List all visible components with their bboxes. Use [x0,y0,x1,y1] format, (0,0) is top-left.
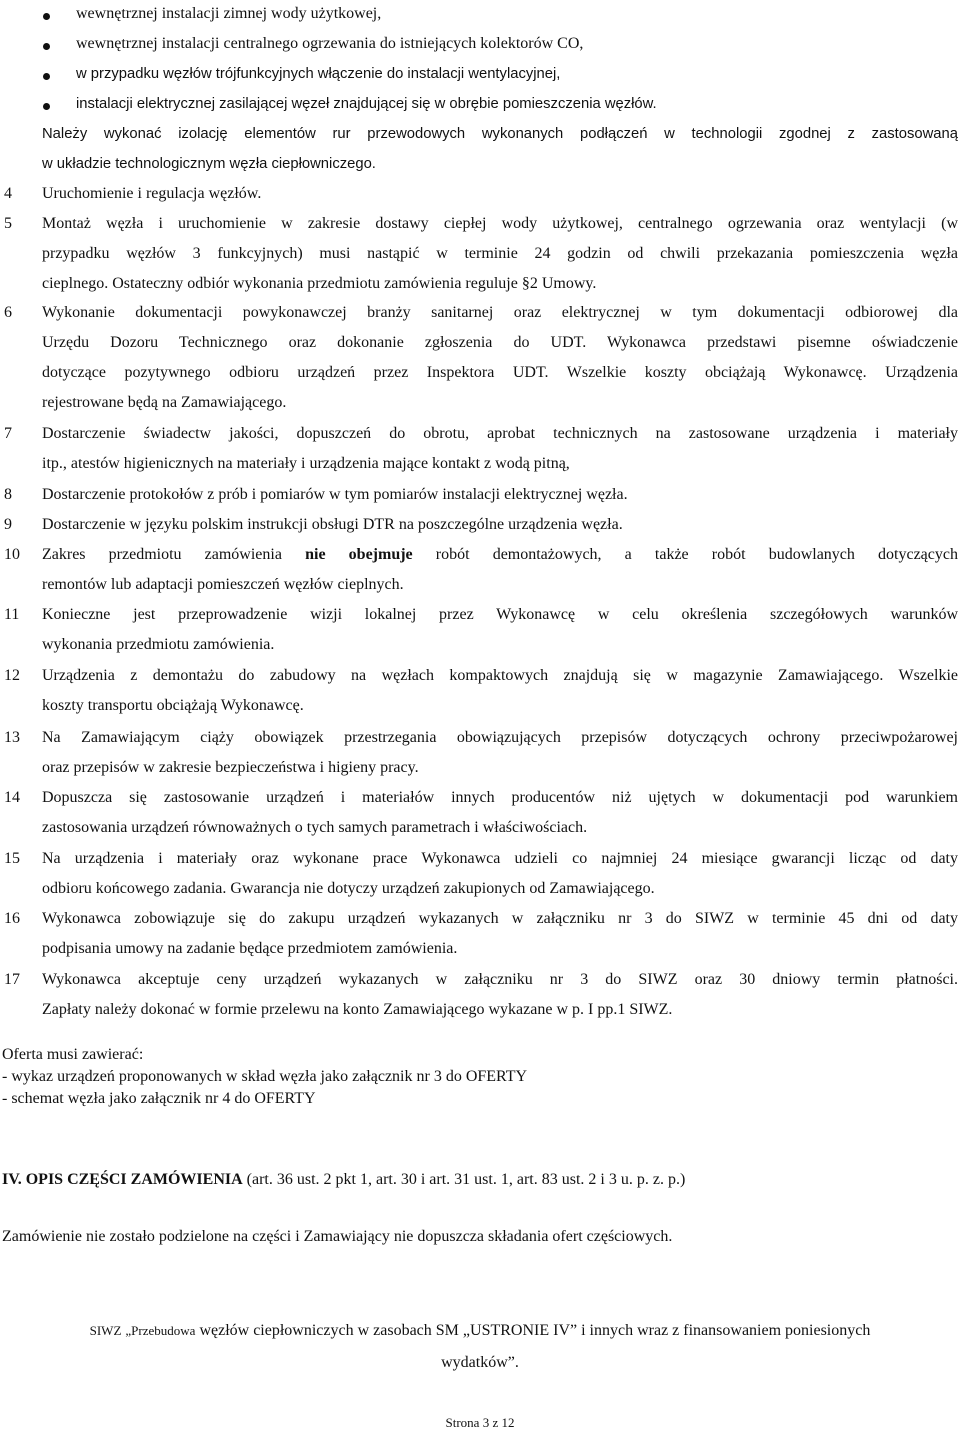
item-number: 15 [4,850,20,867]
item-line: Uruchomienie i regulacja węzłów. [42,185,262,202]
item-line: Dostarczenie w języku polskim instrukcji obsługi DTR na poszczególne urządzenia węzła. [42,516,623,533]
item-line: Zapłaty należy dokonać w formie przelewu na konto Zamawiającego wykazane w p. I pp.1 SIWZ. [42,1001,673,1018]
offer-line: - wykaz urządzeń proponowanych w skład węzła jako załącznik nr 3 do OFERTY [2,1068,528,1085]
item-number: 5 [4,215,12,232]
item-line: podpisania umowy na zadanie będące przedmiotem zamówienia. [42,940,458,957]
emphasis-text: nie obejmuje [305,546,413,563]
bullet-item [0,3,960,33]
item-line: odbioru końcowego zadania. Gwarancja nie dotyczy urządzeń zakupionych od Zamawiającego. [42,880,655,897]
bullet-item [0,33,960,63]
item-line: rejestrowane będą na Zamawiającego. [42,394,287,411]
paragraph-line: Należy wykonać izolację elementów rur przewodowych wykonanych podłączeń w technologii zgodnej z zastosowaną [42,126,958,142]
item-number: 9 [4,516,12,533]
item-line: Montaż węzła i uruchomienie w zakresie dostawy ciepłej wody użytkowej, centralnego ogrzewania oraz wentylacji (w [42,215,958,232]
item-line: Wykonanie dokumentacji powykonawczej branży sanitarnej oraz elektrycznej w tym dokumentacji odbiorowej dla [42,304,958,321]
section-reference: (art. 36 ust. 2 pkt 1, art. 30 i art. 31 ust. 1, art. 83 ust. 2 i 3 u. p. z. p.) [242,1171,686,1188]
bullet-icon [43,13,50,20]
bullet-icon [43,73,50,80]
section-heading [2,1169,685,1191]
offer-line: - schemat węzła jako załącznik nr 4 do OFERTY [2,1090,316,1107]
item-line: wykonania przedmiotu zamówienia. [42,636,275,653]
page-number: Strona 3 z 12 [445,1415,515,1430]
item-line: dotyczące pozytywnego odbioru urządzeń przez Inspektora UDT. Wszelkie koszty obciążają Wykonawcę. Urządzenia [42,364,958,381]
item-line [42,544,958,574]
bullet-item [0,63,960,93]
item-line: Konieczne jest przeprowadzenie wizji lokalnej przez Wykonawcę w celu określenia szczegółowych warunków [42,606,958,623]
section-title: IV. OPIS CZĘŚCI ZAMÓWIENIA [2,1171,243,1188]
item-number: 16 [4,910,20,927]
item-line: Dopuszcza się zastosowanie urządzeń i materiałów innych producentów niż ujętych w dokumentacji pod warunkiem [42,789,958,806]
item-line: koszty transportu obciążają Wykonawcę. [42,697,304,714]
item-number: 14 [4,789,20,806]
item-line: przypadku węzłów 3 funkcyjnych) musi nastąpić w terminie 24 godzin od chwili przekazania pomieszczenia węzła [42,245,958,262]
item-number: 13 [4,729,20,746]
item-line: Dostarczenie świadectw jakości, dopuszczeń do obrotu, aprobat technicznych na zastosowane urządzenia i materiały [42,425,958,442]
item-number: 17 [4,971,20,988]
item-line: Wykonawca akceptuje ceny urządzeń wykazanych w załączniku nr 3 do SIWZ oraz 30 dniowy termin płatności. [42,971,958,988]
footer-title-cont: wydatków”. [441,1354,519,1371]
item-line: zastosowania urządzeń równoważnych o tych samych parametrach i właściwościach. [42,819,588,836]
bullet-text: wewnętrznej instalacji centralnego ogrzewania do istniejących kolektorów CO, [76,35,584,52]
item-number: 6 [4,304,12,321]
section-text: Zamówienie nie zostało podzielone na części i Zamawiający nie dopuszcza składania ofert częściowych. [2,1228,673,1245]
bullet-icon [43,43,50,50]
item-line: cieplnego. Ostateczny odbiór wykonania przedmiotu zamówienia reguluje §2 Umowy. [42,275,597,292]
item-number: 10 [4,546,20,563]
item-number: 4 [4,185,12,202]
item-number: 7 [4,425,12,442]
item-text: Zakres przedmiotu zamówienia [42,546,306,563]
paragraph-line: w układzie technologicznym węzła ciepłowniczego. [42,156,376,172]
item-line: Na urządzenia i materiały oraz wykonane prace Wykonawca udzieli co najmniej 24 miesiące gwarancji licząc od daty [42,850,958,867]
footer-title-text: węzłów ciepłowniczych w zasobach SM „USTRONIE IV” i innych wraz z finansowaniem poniesionych [195,1322,871,1339]
item-line: oraz przepisów w zakresie bezpieczeństwa i higieny pracy. [42,759,419,776]
footer-siwz: SIWZ [89,1323,122,1338]
footer-title [0,1320,960,1342]
bullet-icon [43,103,50,110]
insulation-note [42,123,958,183]
bullet-text: w przypadku węzłów trójfunkcyjnych włączenie do instalacji wentylacyjnej, [76,66,561,82]
item-line: Dostarczenie protokołów z prób i pomiarów w tym pomiarów instalacji elektrycznej węzła. [42,486,628,503]
item-line: Wykonawca zobowiązuje się do zakupu urządzeń wykazanych w załączniku nr 3 do SIWZ w terminie 45 dni od daty [42,910,958,927]
bullet-text: instalacji elektrycznej zasilającej węzeł znajdującej się w obrębie pomieszczenia węzłów. [76,96,657,112]
item-number: 11 [4,606,20,623]
bullet-text: wewnętrznej instalacji zimnej wody użytkowej, [76,5,382,22]
offer-heading: Oferta musi zawierać: [2,1046,144,1063]
item-number: 12 [4,667,20,684]
item-line: itp., atestów higienicznych na materiały i urządzenia mające kontakt z wodą pitną, [42,455,570,472]
item-text: robót demontażowych, a także robót budowlanych dotyczących [412,546,958,563]
item-line: Urządzenia z demontażu do zabudowy na węzłach kompaktowych znajdują się w magazynie Zamawiającego. Wszelkie [42,667,958,684]
item-line: Na Zamawiającym ciąży obowiązek przestrzegania obowiązujących przepisów dotyczących ochrony przeciwpożarowej [42,729,958,746]
item-number: 8 [4,486,12,503]
item-line: Urzędu Dozoru Technicznego oraz dokonanie zgłoszenia do UDT. Wykonawca przedstawi pisemne oświadczenie [42,334,958,351]
item-line: remontów lub adaptacji pomieszczeń węzłów cieplnych. [42,576,404,593]
footer-przebudowa: „Przebudowa [125,1323,196,1338]
bullet-item [0,93,960,123]
